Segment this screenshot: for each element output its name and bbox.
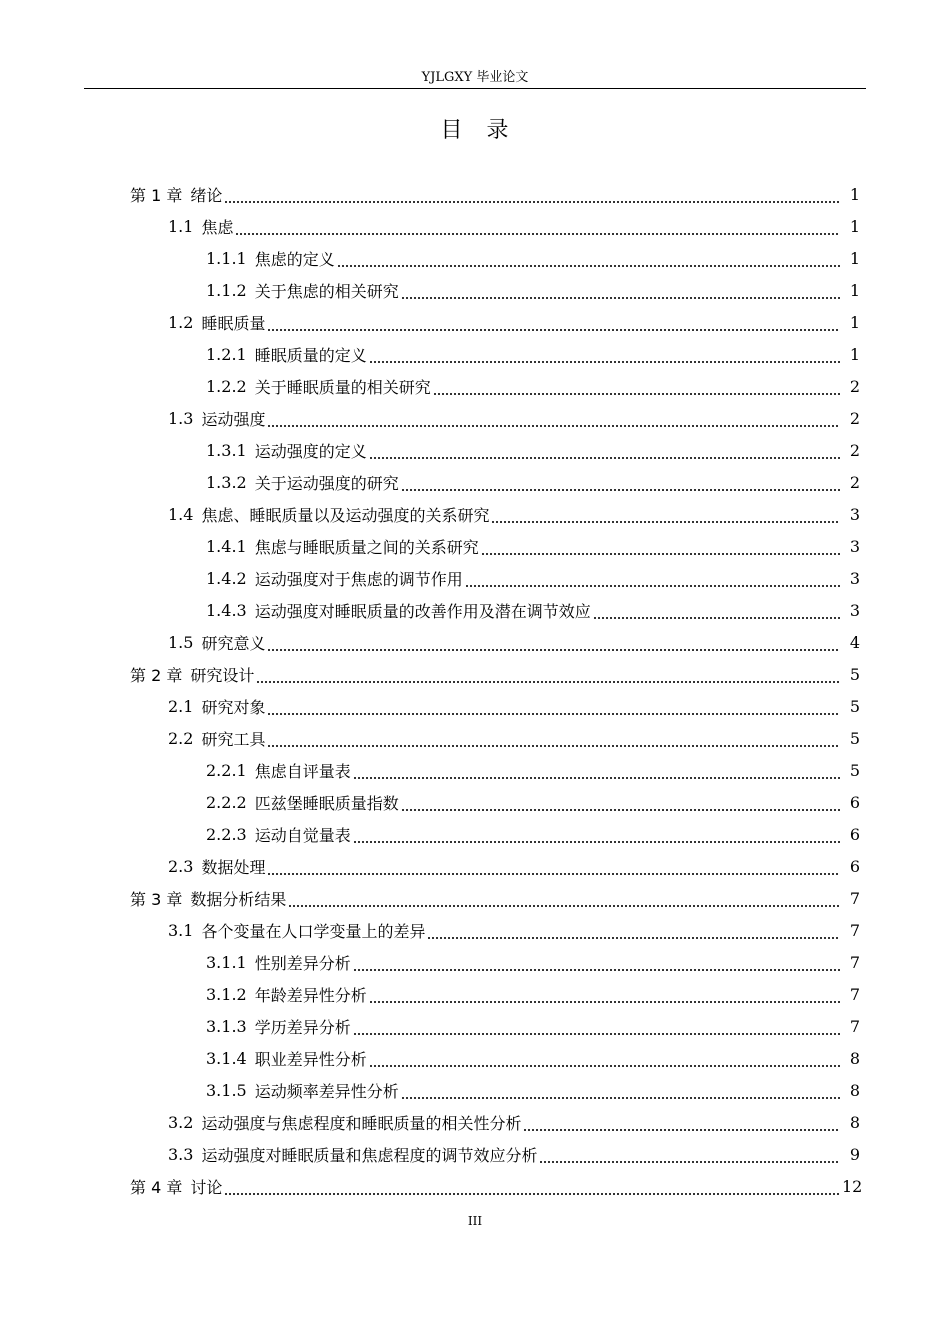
toc-entry-title: 运动频率差异性分析: [254, 1081, 399, 1101]
toc-entry-number: 1.1.1: [206, 248, 247, 268]
dot-leader: [224, 180, 840, 204]
header-divider: [84, 88, 866, 89]
toc-entry-number: 3.1: [168, 920, 194, 940]
toc-entry-title: 研究设计: [190, 665, 255, 685]
toc-entry-page: 7: [849, 888, 860, 908]
toc-entry-title: 运动强度: [201, 409, 266, 429]
toc-entry-number: 1.4.2: [206, 568, 247, 588]
toc-entry-number: 1.4.1: [206, 536, 247, 556]
dot-leader: [433, 372, 840, 396]
dot-leader: [523, 1108, 840, 1132]
toc-entry[interactable]: [0, 242, 950, 274]
toc-entry[interactable]: [0, 562, 950, 594]
dot-leader: [353, 1012, 840, 1036]
toc-entry-number: 1.1.2: [206, 280, 247, 300]
toc-entry[interactable]: [0, 530, 950, 562]
toc-entry[interactable]: [0, 786, 950, 818]
toc-entry-title: 运动强度对睡眠质量和焦虑程度的调节效应分析: [201, 1145, 538, 1165]
toc-entry[interactable]: [0, 1010, 950, 1042]
toc-entry-number: 第 1 章: [130, 185, 183, 205]
toc-entry-page: 7: [849, 920, 860, 940]
toc-entry[interactable]: [0, 658, 950, 690]
toc-entry-number: 第 4 章: [130, 1177, 183, 1197]
toc-entry[interactable]: [0, 210, 950, 242]
toc-entry-page: 5: [849, 664, 860, 684]
dot-leader: [369, 340, 840, 364]
toc-entry-page: 2: [849, 472, 860, 492]
toc-entry-number: 1.4.3: [206, 600, 247, 620]
toc-entry-number: 2.2.1: [206, 760, 247, 780]
toc-entry[interactable]: [0, 818, 950, 850]
toc-entry-page: 5: [849, 728, 860, 748]
toc-entry-title: 运动强度对于焦虑的调节作用: [254, 569, 463, 589]
toc-entry-page: 7: [849, 1016, 860, 1036]
toc-entry-title: 年龄差异性分析: [254, 985, 367, 1005]
toc-entry-number: 3.1.4: [206, 1048, 247, 1068]
toc-entry-page: 2: [849, 440, 860, 460]
toc-entry-title: 睡眠质量的定义: [254, 345, 367, 365]
toc-entry[interactable]: [0, 914, 950, 946]
toc-entry-page: 5: [849, 696, 860, 716]
dot-leader: [369, 1044, 840, 1068]
dot-leader: [401, 276, 840, 300]
toc-entry-title: 绪论: [190, 185, 223, 205]
toc-entry[interactable]: [0, 946, 950, 978]
toc-entry[interactable]: [0, 1170, 950, 1202]
toc-entry-page: 1: [849, 344, 860, 364]
toc-entry[interactable]: [0, 402, 950, 434]
toc-entry[interactable]: [0, 882, 950, 914]
toc-entry-title: 研究意义: [201, 633, 266, 653]
toc-entry-title: 关于睡眠质量的相关研究: [254, 377, 431, 397]
toc-entry-page: 12: [842, 1176, 863, 1196]
toc-entry[interactable]: [0, 370, 950, 402]
table-of-contents: [0, 178, 950, 1202]
toc-entry-number: 2.3: [168, 856, 194, 876]
toc-entry-title: 数据分析结果: [190, 889, 287, 909]
toc-entry-title: 焦虑: [201, 217, 234, 237]
toc-entry-number: 1.3: [168, 408, 194, 428]
toc-entry[interactable]: [0, 722, 950, 754]
toc-entry-title: 讨论: [190, 1177, 223, 1197]
toc-entry-title: 学历差异分析: [254, 1017, 351, 1037]
toc-entry-title: 性别差异分析: [254, 953, 351, 973]
dot-leader: [491, 500, 840, 524]
toc-entry-title: 焦虑与睡眠质量之间的关系研究: [254, 537, 479, 557]
dot-leader: [235, 212, 840, 236]
toc-title: 目 录: [440, 118, 510, 143]
toc-entry-page: 2: [849, 408, 860, 428]
toc-entry-title: 焦虑自评量表: [254, 761, 351, 781]
toc-entry[interactable]: [0, 626, 950, 658]
dot-leader: [465, 564, 840, 588]
toc-entry-number: 3.1.1: [206, 952, 247, 972]
toc-entry-title: 运动强度对睡眠质量的改善作用及潜在调节效应: [254, 601, 591, 621]
toc-entry-page: 1: [849, 280, 860, 300]
toc-entry[interactable]: [0, 754, 950, 786]
toc-entry-title: 匹兹堡睡眠质量指数: [254, 793, 399, 813]
dot-leader: [369, 436, 840, 460]
toc-entry-title: 焦虑、睡眠质量以及运动强度的关系研究: [201, 505, 490, 525]
toc-entry-number: 1.3.1: [206, 440, 247, 460]
toc-entry-number: 3.3: [168, 1144, 194, 1164]
toc-entry-number: 1.3.2: [206, 472, 247, 492]
toc-entry[interactable]: [0, 690, 950, 722]
toc-entry-page: 6: [849, 824, 860, 844]
dot-leader: [401, 1076, 840, 1100]
toc-entry[interactable]: [0, 978, 950, 1010]
toc-entry-number: 2.2.2: [206, 792, 247, 812]
toc-entry-page: 7: [849, 952, 860, 972]
toc-entry-title: 各个变量在人口学变量上的差异: [201, 921, 426, 941]
dot-leader: [267, 404, 840, 428]
toc-entry[interactable]: [0, 1106, 950, 1138]
dot-leader: [401, 468, 840, 492]
toc-entry[interactable]: [0, 274, 950, 306]
dot-leader: [353, 756, 840, 780]
toc-entry-number: 3.1.3: [206, 1016, 247, 1036]
dot-leader: [267, 628, 840, 652]
toc-entry-title: 数据处理: [201, 857, 266, 877]
toc-entry-number: 1.2: [168, 312, 194, 332]
toc-entry-page: 8: [849, 1048, 860, 1068]
toc-entry-number: 2.2.3: [206, 824, 247, 844]
toc-entry-page: 4: [849, 632, 860, 652]
dot-leader: [539, 1140, 840, 1164]
dot-leader: [593, 596, 840, 620]
dot-leader: [427, 916, 840, 940]
toc-entry-page: 7: [849, 984, 860, 1004]
toc-entry[interactable]: [0, 850, 950, 882]
toc-entry-number: 1.1: [168, 216, 194, 236]
toc-entry-page: 3: [849, 600, 860, 620]
toc-entry-page: 1: [849, 312, 860, 332]
toc-entry-page: 8: [849, 1080, 860, 1100]
toc-entry[interactable]: [0, 338, 950, 370]
toc-entry-page: 8: [849, 1112, 860, 1132]
toc-entry-number: 1.5: [168, 632, 194, 652]
toc-entry-title: 职业差异性分析: [254, 1049, 367, 1069]
toc-entry-title: 关于运动强度的研究: [254, 473, 399, 493]
toc-entry-page: 1: [849, 248, 860, 268]
toc-entry-page: 3: [849, 504, 860, 524]
toc-entry-title: 运动强度的定义: [254, 441, 367, 461]
toc-entry-title: 关于焦虑的相关研究: [254, 281, 399, 301]
toc-entry-number: 1.2.2: [206, 376, 247, 396]
dot-leader: [224, 1172, 840, 1196]
toc-entry-number: 2.1: [168, 696, 194, 716]
running-header: YJLGXY 毕业论文: [421, 70, 529, 85]
toc-entry[interactable]: [0, 178, 950, 210]
toc-entry-page: 1: [849, 216, 860, 236]
toc-entry-title: 研究对象: [201, 697, 266, 717]
toc-entry-page: 2: [849, 376, 860, 396]
toc-entry-title: 研究工具: [201, 729, 266, 749]
toc-entry-number: 3.2: [168, 1112, 194, 1132]
dot-leader: [337, 244, 840, 268]
dot-leader: [256, 660, 840, 684]
toc-entry[interactable]: [0, 434, 950, 466]
dot-leader: [353, 948, 840, 972]
toc-entry-number: 3.1.5: [206, 1080, 247, 1100]
toc-entry[interactable]: [0, 594, 950, 626]
toc-entry[interactable]: [0, 498, 950, 530]
toc-entry-number: 3.1.2: [206, 984, 247, 1004]
toc-entry-number: 1.4: [168, 504, 194, 524]
dot-leader: [369, 980, 840, 1004]
toc-entry-number: 2.2: [168, 728, 194, 748]
toc-entry[interactable]: [0, 466, 950, 498]
toc-entry[interactable]: [0, 1074, 950, 1106]
page-number: III: [467, 1214, 483, 1228]
toc-entry[interactable]: [0, 1042, 950, 1074]
dot-leader: [481, 532, 840, 556]
toc-entry-page: 3: [849, 536, 860, 556]
dot-leader: [267, 852, 840, 876]
toc-entry-title: 运动强度与焦虑程度和睡眠质量的相关性分析: [201, 1113, 522, 1133]
toc-entry[interactable]: [0, 306, 950, 338]
toc-entry-title: 睡眠质量: [201, 313, 266, 333]
toc-entry-page: 9: [849, 1144, 860, 1164]
toc-entry-page: 5: [849, 760, 860, 780]
toc-entry-page: 3: [849, 568, 860, 588]
dot-leader: [267, 308, 840, 332]
toc-entry-number: 第 2 章: [130, 665, 183, 685]
toc-entry-title: 焦虑的定义: [254, 249, 335, 269]
toc-entry-page: 6: [849, 856, 860, 876]
toc-entry-number: 1.2.1: [206, 344, 247, 364]
dot-leader: [353, 820, 840, 844]
toc-entry-title: 运动自觉量表: [254, 825, 351, 845]
dot-leader: [267, 724, 840, 748]
toc-entry[interactable]: [0, 1138, 950, 1170]
toc-entry-page: 1: [849, 184, 860, 204]
toc-entry-number: 第 3 章: [130, 889, 183, 909]
dot-leader: [267, 692, 840, 716]
dot-leader: [401, 788, 840, 812]
dot-leader: [288, 884, 840, 908]
toc-entry-page: 6: [849, 792, 860, 812]
